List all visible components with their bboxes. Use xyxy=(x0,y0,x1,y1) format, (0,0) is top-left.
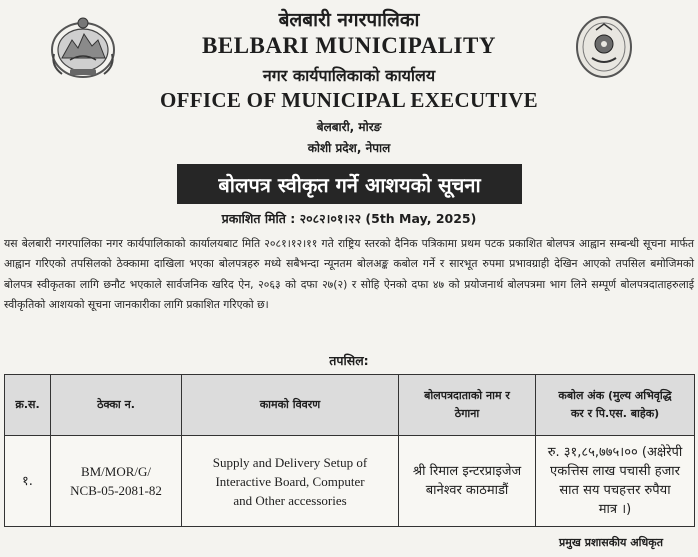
header-amount-line2: कर र पि.एस. बाहेक) xyxy=(570,407,660,420)
table-header-row xyxy=(5,375,695,436)
cell-description xyxy=(182,436,399,527)
header-sn: क्र.स. xyxy=(5,375,51,436)
header-amount xyxy=(536,375,695,436)
table-row xyxy=(5,436,695,527)
header-amount-line1: कबोल अंक (मुल्य अभिवृद्धि xyxy=(558,389,672,402)
cell-contract-no xyxy=(51,436,182,527)
address-line-2: कोशी प्रदेश, नेपाल xyxy=(307,141,391,155)
amount-line4: मात्र ।) xyxy=(598,502,632,517)
cell-sn: १. xyxy=(5,436,51,527)
published-date: प्रकाशित मिति : २०८२।०१।२२ (5th May, 2025) xyxy=(221,211,477,226)
header-description: कामको विवरण xyxy=(182,375,399,436)
bid-table xyxy=(4,374,695,527)
description-line3: and Other accessories xyxy=(233,492,347,508)
signoff-title: प्रमुख प्रशासकीय अधिकृत xyxy=(559,536,663,549)
amount-line3: सात सय पचहत्तर रुपैया xyxy=(559,483,671,498)
office-name-nepali: नगर कार्यपालिकाको कार्यालय xyxy=(262,66,436,85)
bidder-line1: श्री रिमाल इन्टरप्राइजेज xyxy=(412,464,522,479)
contract-no-line1: BM/MOR/G/ xyxy=(80,464,152,479)
cell-amount xyxy=(536,436,695,527)
amount-line1: रु. ३१,८५,७७५।०० (अक्षेरेपी xyxy=(547,445,683,460)
description-line2: Interactive Board, Computer xyxy=(215,473,365,489)
address-line-1: बेलबारी, मोरङ xyxy=(316,120,382,134)
cell-bidder xyxy=(399,436,536,527)
schedule-heading: तपसिल: xyxy=(329,353,369,368)
amount-line2: एकत्तिस लाख पचासी हजार xyxy=(550,464,680,479)
header-bidder xyxy=(399,375,536,436)
notice-title-banner xyxy=(177,164,522,204)
header-bidder-line1: बोलपत्रदाताको नाम र xyxy=(424,389,510,402)
notice-title: बोलपत्र स्वीकृत गर्ने आशयको सूचना xyxy=(218,172,481,197)
notice-body: यस बेलबारी नगरपालिका नगर कार्यपालिकाको कार्यालयबाट मिति २०८१।१२।११ गते राष्ट्रिय स्तरको दैनिक पत्रिकामा प्रथम पटक प्रकाशित बोलपत्र आह्वान सम्बन्धी सूचना मार्फत आह्वान गरिएको तपसिलको ठेक्कामा दाखिला भएका बोलपत्रहरु मध्ये सबैभन्दा न्यूनतम बोलअङ्क कबोल गर्ने र सारभूत रुपमा प्रभावग्राही देखिन आएको तपसिल बमोजिमको बोलपत्र स्वीकृतका लागि छनौट भएकाले सार्वजनिक खरिद ऐन, २०६३ को दफा २७(२) र सोहि ऐनको दफा ४७ को प्रयोजनार्थ बोलपत्रमा भाग लिने सम्पूर्ण बोलपत्रदाताहरुलाई स्वीकृतिको आशयको सूचना जानकारीका लागि प्रकाशित गरिएको छ। xyxy=(4,237,694,311)
bidder-line2: बानेश्वर काठमाडौं xyxy=(425,483,509,498)
description-line1: Supply and Delivery Setup of xyxy=(212,454,368,470)
office-name-english: OFFICE OF MUNICIPAL EXECUTIVE xyxy=(160,88,538,112)
header-contract-no: ठेक्का न. xyxy=(51,375,182,436)
contract-no-line2: NCB-05-2081-82 xyxy=(70,483,162,498)
municipality-name-english: BELBARI MUNICIPALITY xyxy=(202,33,496,58)
header-bidder-line2: ठेगाना xyxy=(454,407,480,420)
municipality-name-nepali: बेलबारी नगरपालिका xyxy=(278,9,420,31)
